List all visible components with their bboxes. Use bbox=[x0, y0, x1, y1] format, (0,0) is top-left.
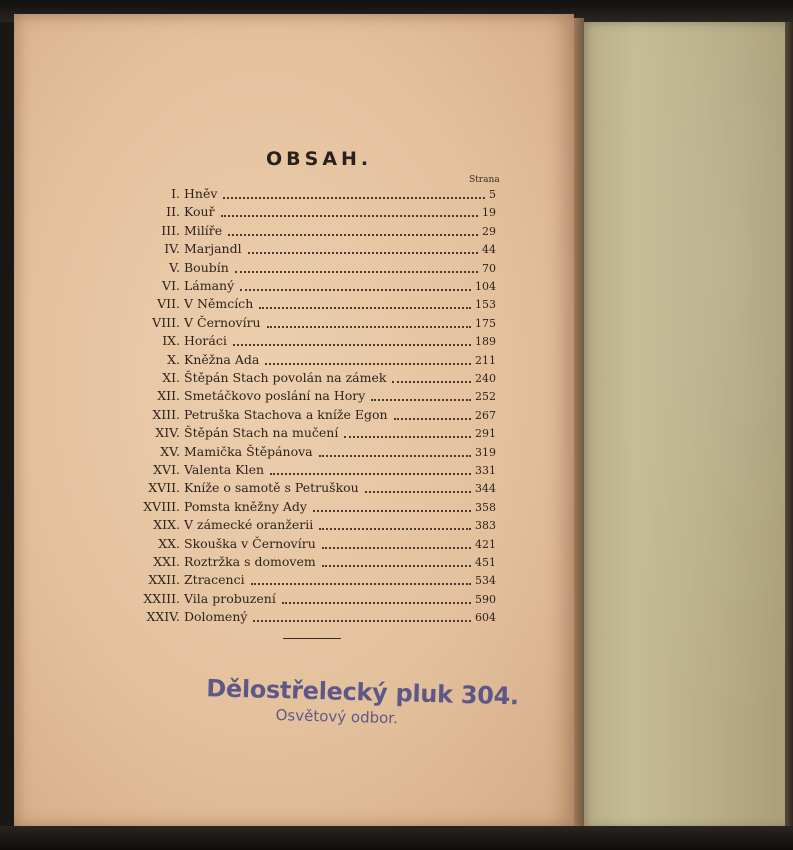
chapter-title: Horáci bbox=[184, 333, 227, 349]
dot-leader bbox=[313, 508, 471, 512]
chapter-number: XXIV. bbox=[146, 609, 180, 625]
chapter-title: Valenta Klen bbox=[184, 462, 265, 477]
chapter-number: XX. bbox=[158, 535, 180, 551]
chapter-number: XV. bbox=[160, 443, 180, 459]
toc-row bbox=[0, 425, 600, 443]
dot-leader bbox=[392, 379, 471, 383]
dot-leader bbox=[233, 342, 471, 346]
chapter-title: Skouška v Černovíru bbox=[184, 535, 316, 551]
chapter-number: XIII. bbox=[152, 406, 180, 422]
dot-leader bbox=[319, 526, 471, 530]
chapter-number: VI. bbox=[162, 278, 180, 293]
chapter-number: VIII. bbox=[152, 314, 180, 330]
toc-row bbox=[0, 278, 600, 296]
chapter-number: XVI. bbox=[153, 462, 180, 477]
chapter-page-number: 211 bbox=[475, 353, 496, 367]
dot-leader bbox=[259, 305, 471, 309]
chapter-title: V zámecké oranžerii bbox=[184, 517, 314, 533]
dot-leader bbox=[248, 250, 478, 254]
chapter-title: Dolomený bbox=[184, 609, 248, 625]
dot-leader bbox=[221, 213, 478, 217]
chapter-number: V. bbox=[169, 259, 180, 275]
dot-leader bbox=[394, 416, 471, 420]
chapter-page-number: 70 bbox=[482, 261, 496, 275]
toc-row bbox=[0, 370, 600, 388]
chapter-number: XIV. bbox=[155, 425, 180, 441]
chapter-page-number: 19 bbox=[482, 206, 496, 220]
toc-row bbox=[0, 407, 600, 425]
dot-leader bbox=[371, 397, 471, 401]
chapter-number: IX. bbox=[162, 333, 180, 349]
chapter-page-number: 189 bbox=[475, 335, 496, 349]
chapter-title: Smetáčkovo poslání na Hory bbox=[184, 388, 366, 404]
dot-leader bbox=[251, 581, 471, 585]
dot-leader bbox=[322, 563, 471, 567]
dot-leader bbox=[344, 434, 471, 438]
chapter-title: Kníže o samotě s Petruškou bbox=[184, 480, 359, 496]
chapter-page-number: 319 bbox=[475, 445, 496, 459]
dot-leader bbox=[228, 232, 478, 236]
chapter-title: Hněv bbox=[184, 186, 218, 201]
chapter-page-number: 344 bbox=[475, 482, 496, 496]
chapter-title: Milíře bbox=[184, 222, 223, 238]
toc-row bbox=[0, 241, 600, 259]
contents-heading: OBSAH. bbox=[266, 148, 373, 170]
chapter-page-number: 44 bbox=[482, 243, 496, 257]
dot-leader bbox=[235, 269, 478, 273]
page-column-label: Strana bbox=[469, 175, 500, 185]
chapter-page-number: 534 bbox=[475, 574, 496, 588]
toc-row bbox=[0, 388, 600, 406]
chapter-page-number: 5 bbox=[489, 188, 496, 201]
chapter-number: III. bbox=[161, 222, 180, 238]
chapter-title: Vila probuzení bbox=[184, 590, 276, 606]
chapter-title: Štěpán Stach povolán na zámek bbox=[184, 370, 387, 385]
chapter-page-number: 240 bbox=[475, 372, 496, 385]
chapter-title: Kněžna Ada bbox=[184, 351, 260, 367]
chapter-title: Štěpán Stach na mučení bbox=[184, 425, 339, 441]
book-cover-board bbox=[582, 22, 793, 828]
chapter-number: IV. bbox=[164, 241, 180, 257]
chapter-number: XVIII. bbox=[143, 498, 180, 514]
chapter-page-number: 291 bbox=[475, 427, 496, 441]
chapter-number: XXIII. bbox=[143, 590, 180, 606]
chapter-number: XXII. bbox=[148, 572, 180, 588]
chapter-number: X. bbox=[167, 351, 180, 367]
chapter-page-number: 383 bbox=[475, 519, 496, 533]
chapter-number: XIX. bbox=[153, 517, 180, 533]
stamp-line-department: Osvětový odbor. bbox=[275, 706, 399, 728]
chapter-number: II. bbox=[166, 204, 180, 220]
toc-row bbox=[0, 499, 600, 517]
dot-leader bbox=[270, 471, 471, 475]
toc-row bbox=[0, 223, 600, 241]
dot-leader bbox=[267, 324, 471, 328]
chapter-page-number: 104 bbox=[475, 280, 496, 293]
dot-leader bbox=[240, 287, 471, 291]
chapter-page-number: 604 bbox=[475, 611, 496, 625]
chapter-page-number: 267 bbox=[475, 408, 496, 422]
chapter-number: VII. bbox=[157, 296, 180, 312]
chapter-number: XVII. bbox=[148, 480, 180, 496]
toc-row bbox=[0, 462, 600, 480]
toc-row bbox=[0, 296, 600, 314]
chapter-title: Petruška Stachova a kníže Egon bbox=[184, 406, 388, 422]
toc-row bbox=[0, 352, 600, 370]
toc-row bbox=[0, 333, 600, 351]
chapter-title: V Černovíru bbox=[184, 314, 261, 330]
toc-row bbox=[0, 572, 600, 590]
dot-leader bbox=[265, 361, 471, 365]
toc-row bbox=[0, 204, 600, 222]
chapter-number: XII. bbox=[157, 388, 180, 404]
toc-row bbox=[0, 536, 600, 554]
closing-rule bbox=[283, 638, 341, 639]
stamp-line-unit: Dělostřelecký pluk 304. bbox=[205, 674, 520, 711]
dot-leader bbox=[319, 453, 471, 457]
chapter-number: XXI. bbox=[153, 554, 180, 569]
chapter-number: XI. bbox=[162, 370, 180, 385]
dot-leader bbox=[322, 545, 471, 549]
ownership-stamp bbox=[205, 674, 520, 730]
chapter-page-number: 331 bbox=[475, 464, 496, 477]
chapter-title: Marjandl bbox=[184, 241, 242, 257]
chapter-page-number: 175 bbox=[475, 316, 496, 330]
chapter-title: Pomsta kněžny Ady bbox=[184, 498, 307, 514]
dark-background-bottom bbox=[0, 826, 793, 850]
chapter-page-number: 421 bbox=[475, 537, 496, 551]
toc-row bbox=[0, 609, 600, 627]
chapter-title: Mamička Štěpánova bbox=[184, 443, 313, 459]
toc-row bbox=[0, 554, 600, 572]
toc-row bbox=[0, 591, 600, 609]
chapter-page-number: 153 bbox=[475, 298, 496, 312]
dot-leader bbox=[365, 489, 471, 493]
chapter-page-number: 252 bbox=[475, 390, 496, 404]
dot-leader bbox=[223, 195, 485, 199]
chapter-title: Kouř bbox=[184, 204, 215, 220]
chapter-title: Boubín bbox=[184, 259, 229, 275]
toc-row bbox=[0, 186, 600, 204]
chapter-page-number: 451 bbox=[475, 556, 496, 569]
toc-row bbox=[0, 260, 600, 278]
chapter-title: Roztržka s domovem bbox=[184, 554, 316, 569]
dot-leader bbox=[253, 618, 471, 622]
dot-leader bbox=[282, 600, 471, 604]
chapter-title: V Němcích bbox=[184, 296, 254, 312]
toc-row bbox=[0, 444, 600, 462]
chapter-title: Lámaný bbox=[184, 278, 235, 293]
chapter-page-number: 358 bbox=[475, 500, 496, 514]
chapter-title: Ztracenci bbox=[184, 572, 245, 588]
chapter-number: I. bbox=[171, 186, 180, 201]
toc-row bbox=[0, 315, 600, 333]
chapter-page-number: 590 bbox=[475, 592, 496, 606]
toc-row bbox=[0, 480, 600, 498]
chapter-page-number: 29 bbox=[482, 224, 496, 238]
cover-edge bbox=[785, 22, 793, 828]
toc-row bbox=[0, 517, 600, 535]
